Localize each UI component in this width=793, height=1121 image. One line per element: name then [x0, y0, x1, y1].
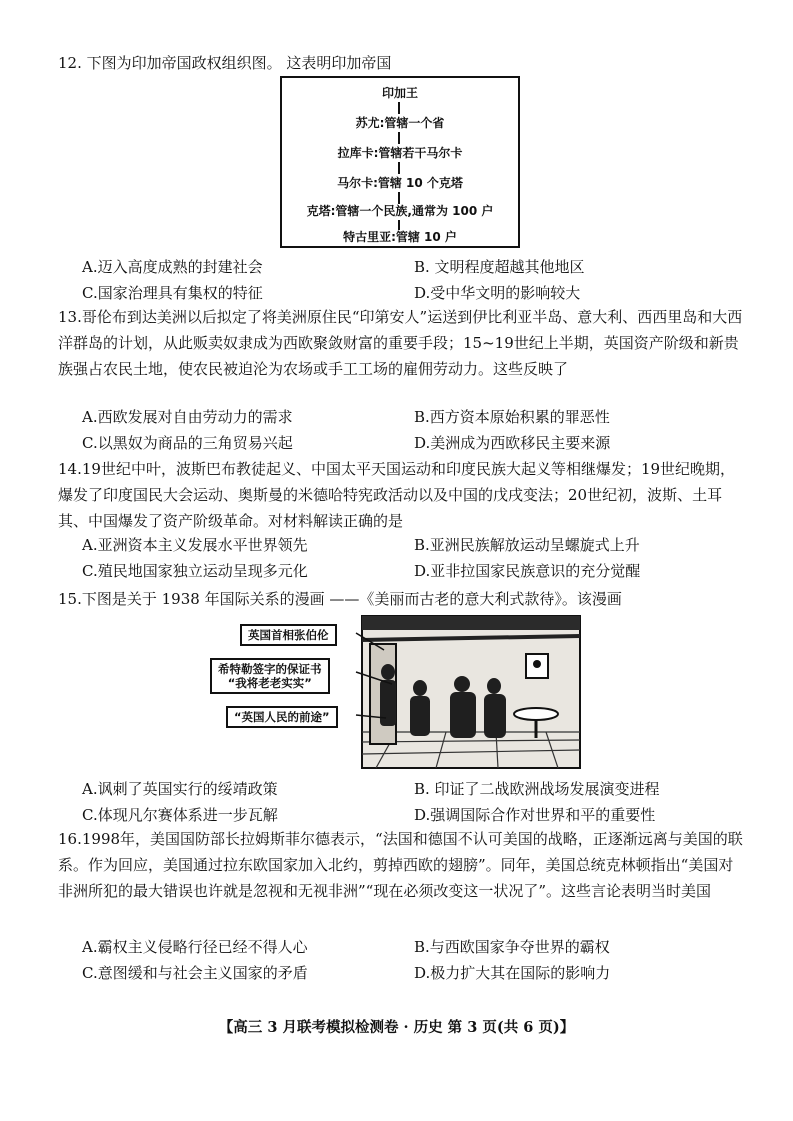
page-footer: 【高三 3 月联考模拟检测卷 · 历史 第 3 页(共 6 页)】	[218, 1019, 575, 1036]
option-c[interactable]: C.以黑奴为商品的三角贸易兴起	[82, 434, 293, 452]
option-c[interactable]: C.殖民地国家独立运动呈现多元化	[82, 562, 308, 580]
label-guarantee-line2: “我将老老实实”	[227, 676, 312, 690]
diagram-level-2: 苏尤:管辖一个省	[355, 116, 445, 130]
option-c[interactable]: C.意图缓和与社会主义国家的矛盾	[82, 964, 308, 982]
option-a[interactable]: A.亚洲资本主义发展水平世界领先	[82, 536, 308, 554]
question-14	[58, 456, 748, 534]
option-b[interactable]: B. 文明程度超越其他地区	[414, 258, 585, 276]
option-c[interactable]: C.体现凡尔赛体系进一步瓦解	[82, 806, 278, 824]
option-c[interactable]: C.国家治理具有集权的特征	[82, 284, 263, 302]
option-b[interactable]: B.与西欧国家争夺世界的霸权	[414, 938, 610, 956]
option-d[interactable]: D.强调国际合作对世界和平的重要性	[414, 806, 656, 824]
question-15	[58, 586, 748, 612]
option-a[interactable]: A.霸权主义侵略行径已经不得人心	[82, 938, 308, 956]
arrow-up-icon	[398, 162, 400, 174]
label-future: “英国人民的前途”	[226, 706, 338, 728]
option-a[interactable]: A.讽刺了英国实行的绥靖政策	[82, 780, 278, 798]
option-a[interactable]: A.西欧发展对自由劳动力的需求	[82, 408, 293, 426]
question-15-options	[82, 776, 742, 828]
label-chamberlain: 英国首相张伯伦	[240, 624, 337, 646]
question-16-stem: 16.1998年，美国国防部长拉姆斯菲尔德表示，“法国和德国不认可美国的战略，正逐渐远离与美国的联系。作为回应，美国通过拉东欧国家加入北约，剪掉西欧的翅膀”。同年，美国总统克林顿指出“美国对非洲所犯的最大错误也许就是忽视和无视非洲”“现在必须改变这一状况了”。这些言论表明当时美国	[58, 830, 743, 900]
question-13	[58, 304, 748, 382]
question-16-options	[82, 934, 742, 986]
diagram-level-3: 拉库卡:管辖若干马尔卡	[337, 146, 463, 160]
question-12-stem: 12. 下图为印加帝国政权组织图。 这表明印加帝国	[58, 54, 392, 72]
diagram-level-4: 马尔卡:管辖 10 个克塔	[337, 176, 463, 190]
option-b[interactable]: B.西方资本原始积累的罪恶性	[414, 408, 610, 426]
label-guarantee-line1: 希特勒签字的保证书	[218, 662, 322, 676]
question-13-stem: 13.哥伦布到达美洲以后拟定了将美洲原住民“印第安人”运送到伊比利亚半岛、意大利、西西里岛和大西洋群岛的计划，从此贩卖奴隶成为西欧聚敛财富的重要手段；15~19世纪上半期，英国资产阶级和新贵族强占农民土地，使农民被迫沦为农场或手工工场的雇佣劳动力。这些反映了	[58, 308, 743, 378]
arrow-up-icon	[398, 132, 400, 144]
question-14-options	[82, 532, 742, 584]
question-15-stem: 15.下图是关于 1938 年国际关系的漫画 ——《美丽而古老的意大利式款待》。该漫画	[58, 590, 622, 608]
arrow-up-icon	[398, 102, 400, 114]
cartoon-figure	[218, 614, 582, 770]
question-16	[58, 826, 748, 904]
option-d[interactable]: D.美洲成为西欧移民主要来源	[414, 434, 611, 452]
question-14-stem: 14.19世纪中叶，波斯巴布教徒起义、中国太平天国运动和印度民族大起义等相继爆发；19世纪晚期，爆发了印度国民大会运动、奥斯曼的米德哈特宪政活动以及中国的戊戌变法；20世纪初，波斯、土耳其、中国爆发了资产阶级革命。对材料解读正确的是	[58, 460, 736, 530]
option-b[interactable]: B. 印证了二战欧洲战场发展演变进程	[414, 780, 660, 798]
option-d[interactable]: D.亚非拉国家民族意识的充分觉醒	[414, 562, 641, 580]
label-guarantee	[210, 658, 330, 694]
diagram-level-1: 印加王	[381, 86, 418, 100]
option-d[interactable]: D.极力扩大其在国际的影响力	[414, 964, 611, 982]
question-12	[58, 50, 748, 76]
diagram-level-5: 克塔:管辖一个民族,通常为 100 户	[306, 204, 494, 218]
question-13-options	[82, 404, 742, 456]
option-a[interactable]: A.迈入高度成熟的封建社会	[82, 258, 263, 276]
diagram-level-6: 特古里亚:管辖 10 户	[343, 230, 457, 244]
option-d[interactable]: D.受中华文明的影响较大	[414, 284, 581, 302]
inca-organization-diagram	[280, 76, 520, 248]
option-b[interactable]: B.亚洲民族解放运动呈螺旋式上升	[414, 536, 640, 554]
question-12-options	[82, 254, 742, 306]
